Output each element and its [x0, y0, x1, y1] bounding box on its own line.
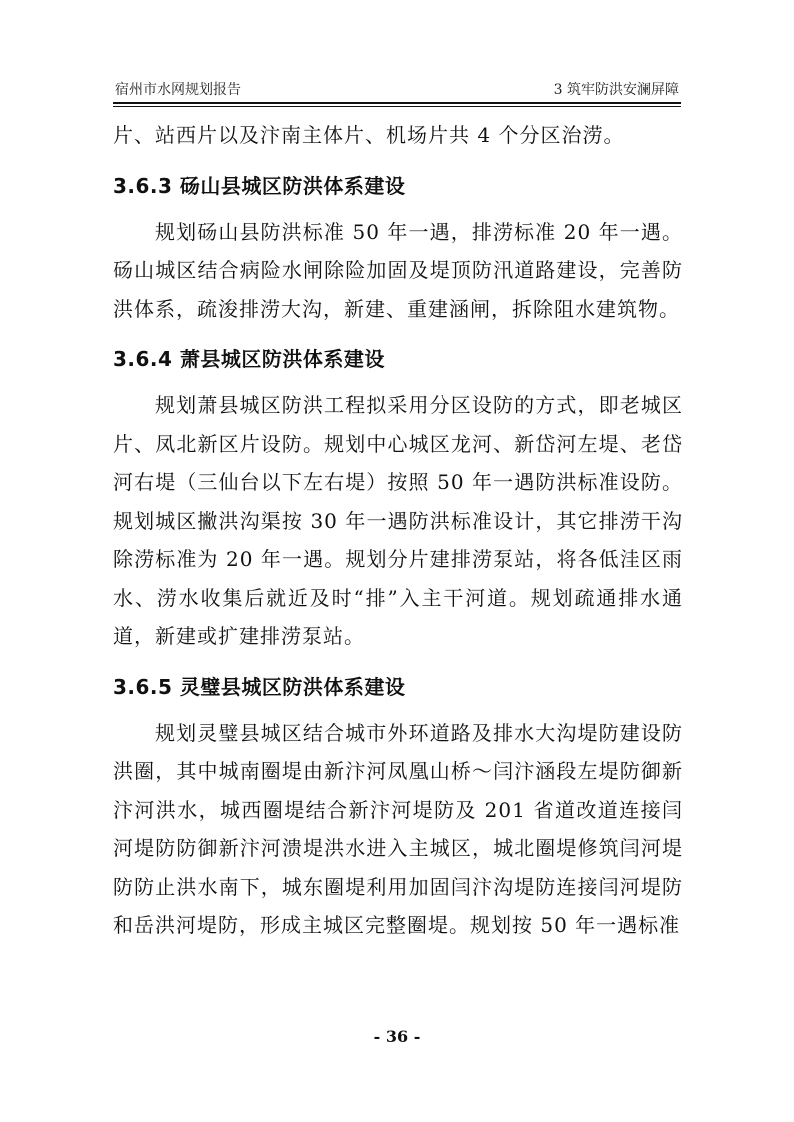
section-paragraph-3-6-5: 规划灵璧县城区结合城市外环道路及排水大沟堤防建设防洪圈，其中城南圈堤由新汴河凤凰山桥～闫汴涵段左堤防御新汴河洪水，城西圈堤结合新汴河堤防及 201 省道改道连接闫河堤防防御新汴河溃堤洪水进入主城区，城北圈堤修筑闫河堤防防止洪水南下，城东圈堤利用加固闫汴沟堤防连接闫河堤防和岳洪河堤防，形成主城区完整圈堤。规划按 50 年一遇标准 — [113, 720, 683, 937]
section-heading-3-6-3: 3.6.3 砀山县城区防洪体系建设 — [113, 173, 406, 198]
section-heading-3-6-4: 3.6.4 萧县城区防洪体系建设 — [113, 347, 385, 371]
page-body — [113, 116, 683, 945]
header-rule — [113, 102, 681, 104]
continuation-paragraph: 片、站西片以及汴南主体片、机场片共 4 个分区治涝。 — [113, 123, 625, 147]
section-paragraph-3-6-3: 规划砀山县防洪标准 50 年一遇，排涝标准 20 年一遇。砀山城区结合病险水闸除险加固及堤顶防汛道路建设，完善防洪体系，疏浚排涝大沟，新建、重建涵闸，拆除阻水建筑物。 — [113, 219, 683, 321]
section-paragraph-3-6-4: 规划萧县城区防洪工程拟采用分区设防的方式，即老城区片、凤北新区片设防。规划中心城区龙河、新岱河左堤、老岱河右堤（三仙台以下左右堤）按照 50 年一遇防洪标准设防。规划城区撇洪沟渠按 30 年一遇防洪标准设计，其它排涝干沟除涝标准为 20 年一遇。规划分片建排涝泵站，将各低洼区雨水、涝水收集后就近及时“排”入主干河道。规划疏通排水通道，新建或扩建排涝泵站。 — [113, 393, 683, 648]
header-chapter-title: 3 筑牢防洪安澜屏障 — [553, 82, 679, 98]
running-header — [113, 80, 681, 102]
section-heading-3-6-5: 3.6.5 灵璧县城区防洪体系建设 — [113, 674, 406, 699]
header-document-title: 宿州市水网规划报告 — [115, 82, 241, 98]
page-number: - 36 - — [373, 1027, 421, 1046]
header-rule-thin — [113, 106, 681, 107]
